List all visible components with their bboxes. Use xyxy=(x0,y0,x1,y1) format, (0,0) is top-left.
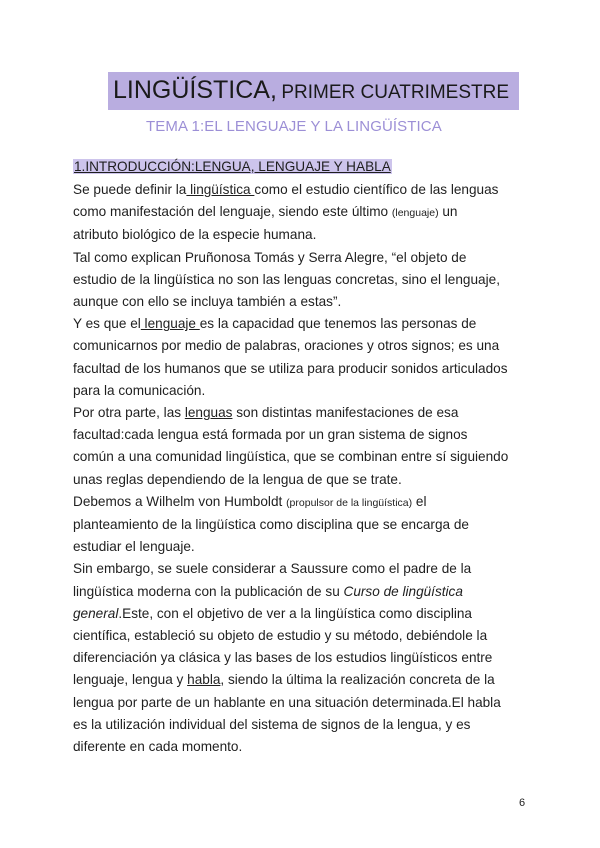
text-span: el xyxy=(412,493,427,509)
page-subtitle: TEMA 1:EL LENGUAJE Y LA LINGÜÍSTICA xyxy=(146,118,442,135)
text-line: aunque con ello se incluya también a estas”. xyxy=(73,294,342,310)
text-span: es la capacidad que tenemos las personas de xyxy=(199,316,477,332)
text-span: como manifestación del lenguaje, siendo este último xyxy=(73,204,392,220)
text-span: un xyxy=(438,204,458,220)
page-number: 6 xyxy=(519,797,526,809)
term-lenguaje: lenguaje xyxy=(140,316,200,332)
section-heading: 1.INTRODUCCIÓN:LENGUA, LENGUAJE Y HABLA xyxy=(74,159,391,174)
text-span: Y es que el xyxy=(73,316,141,332)
term-linguistica: lingüística xyxy=(186,182,255,197)
text-line: estudiar el lenguaje. xyxy=(73,539,195,555)
body-text xyxy=(73,179,533,758)
text-line: estudio de la lingüística no son las lenguas concretas, sino el lenguaje, xyxy=(73,271,500,287)
text-line: científica, estableció su objeto de estudio y su método, debiéndole la xyxy=(73,628,488,644)
text-line: es la utilización individual del sistema de signos de la lengua, y es xyxy=(73,716,471,732)
text-line: atributo biológico de la especie humana. xyxy=(73,227,317,243)
text-line: diferente en cada momento. xyxy=(73,739,243,755)
text-line: lengua por parte de un hablante en una situación determinada.El habla xyxy=(73,694,501,710)
text-line: comunicarnos por medio de palabras, oraciones y otros signos; es una xyxy=(73,338,500,354)
text-line: Tal como explican Pruñonosa Tomás y Serra Alegre, “el objeto de xyxy=(73,249,467,265)
text-span: lenguaje, lengua y xyxy=(73,672,188,688)
title-main: LINGÜÍSTICA, xyxy=(113,76,277,104)
text-line xyxy=(73,491,533,514)
text-line xyxy=(73,581,533,603)
title-rest: PRIMER CUATRIMESTRE xyxy=(281,82,510,103)
term-habla: habla xyxy=(187,672,221,688)
text-span: Se puede definir la xyxy=(73,182,187,197)
text-span: .Este, con el objetivo de ver a la lingüística como disciplina xyxy=(118,605,472,621)
text-line: para la comunicación. xyxy=(73,382,206,398)
parenthetical-note: (lenguaje) xyxy=(391,207,439,220)
text-line: diferenciación ya clásica y las bases de los estudios lingüísticos entre xyxy=(73,650,493,666)
text-span: Por otra parte, las xyxy=(73,405,185,421)
text-line xyxy=(73,179,533,201)
text-line xyxy=(73,603,533,625)
text-span: como el estudio científico de las lenguas xyxy=(254,182,499,197)
page-title xyxy=(113,76,509,105)
text-line xyxy=(73,201,533,224)
text-line: Sin embargo, se suele considerar a Saussure como el padre de la xyxy=(73,561,472,577)
text-line: común a una comunidad lingüística, que se combinan entre sí siguiendo xyxy=(73,449,509,465)
text-line: unas reglas dependiendo de la lengua de que se trate. xyxy=(73,471,402,487)
text-line xyxy=(73,313,533,335)
text-line xyxy=(73,402,533,424)
text-span: Debemos a Wilhelm von Humboldt xyxy=(73,493,287,509)
term-lenguas: lenguas xyxy=(184,405,233,421)
parenthetical-note: (propulsor de la lingüística) xyxy=(286,496,413,509)
text-span: lingüística moderna con la publicación de su xyxy=(73,583,344,599)
text-line: planteamiento de la lingüística como disciplina que se encarga de xyxy=(73,517,469,533)
text-span: , siendo la última la realización concreta de la xyxy=(220,672,495,688)
text-line: facultad:cada lengua está formada por un gran sistema de signos xyxy=(73,427,468,443)
book-title: general xyxy=(73,605,119,621)
text-span: son distintas manifestaciones de esa xyxy=(232,405,459,421)
book-title: Curso de lingüística xyxy=(343,583,463,599)
text-line xyxy=(73,669,533,691)
text-line: facultad de los humanos que se utiliza para producir sonidos articulados xyxy=(73,360,508,376)
